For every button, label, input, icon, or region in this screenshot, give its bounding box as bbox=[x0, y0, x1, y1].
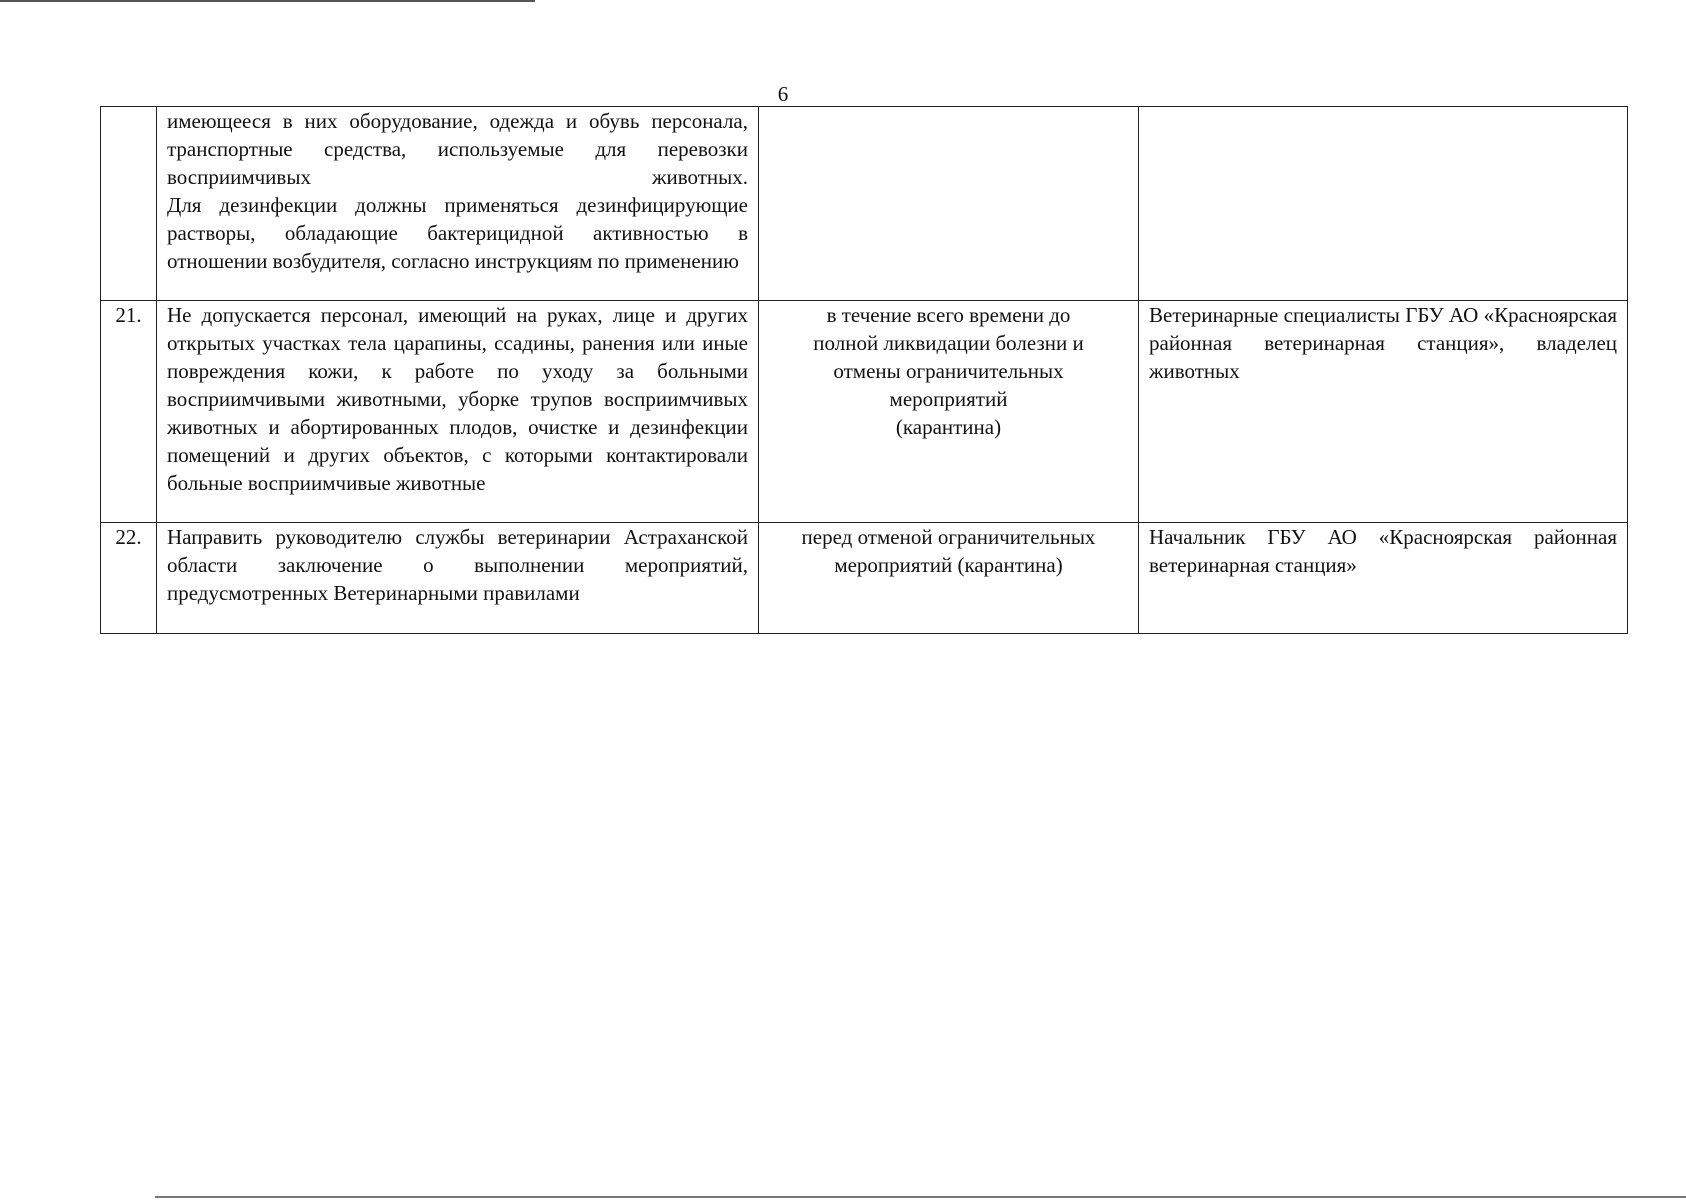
table-row bbox=[101, 301, 1628, 523]
table-row bbox=[101, 107, 1628, 301]
table-row bbox=[101, 523, 1628, 634]
term-line: (карантина) bbox=[895, 415, 1002, 439]
term-cell bbox=[759, 301, 1139, 523]
responsible-cell bbox=[1139, 301, 1628, 523]
term-line: мероприятий bbox=[889, 387, 1008, 411]
responsible-cell bbox=[1139, 107, 1628, 301]
measure-cell bbox=[157, 523, 759, 634]
measure-paragraph: имеющееся в них оборудование, одежда и обувь персонала, транспортные средства, используемые для перевозки восприимчивых животных. bbox=[167, 109, 748, 189]
scan-edge-bottom bbox=[155, 1196, 1686, 1198]
responsible-text: Ветеринарные специалисты ГБУ АО «Красноярская районная ветеринарная станция», владелец животных bbox=[1149, 303, 1617, 383]
page-number: 6 bbox=[777, 82, 789, 106]
term-line: отмены ограничительных bbox=[833, 359, 1064, 383]
scan-edge-top bbox=[0, 0, 535, 2]
measure-cell bbox=[157, 107, 759, 301]
row-number-cell bbox=[101, 107, 157, 301]
responsible-cell bbox=[1139, 523, 1628, 634]
term-line: мероприятий (карантина) bbox=[834, 553, 1063, 577]
row-number-cell: 21. bbox=[101, 301, 157, 523]
row-number-cell: 22. bbox=[101, 523, 157, 634]
measure-paragraph: Не допускается персонал, имеющий на руках, лице и других открытых участках тела царапины, ссадины, ранения или иные повреждения кожи, к работе по уходу за больными восприимчивыми животными, уборке трупов восприимчивых животных и абортированных плодов, очистке и дезинфекции помещений и других объектов, с которыми контактировали больные восприимчивые животные bbox=[167, 303, 748, 495]
measure-cell bbox=[157, 301, 759, 523]
term-line: перед отменой ограничительных bbox=[801, 525, 1096, 549]
term-cell bbox=[759, 107, 1139, 301]
responsible-text: Начальник ГБУ АО «Красноярская районная ветеринарная станция» bbox=[1149, 525, 1617, 577]
measures-table bbox=[100, 106, 1628, 634]
term-line: полной ликвидации болезни и bbox=[813, 331, 1084, 355]
measure-paragraph: Для дезинфекции должны применяться дезинфицирующие растворы, обладающие бактерицидной активностью в отношении возбудителя, согласно инструкциям по применению bbox=[167, 193, 748, 273]
term-line: в течение всего времени до bbox=[826, 303, 1071, 327]
term-cell bbox=[759, 523, 1139, 634]
measure-paragraph: Направить руководителю службы ветеринарии Астраханской области заключение о выполнении мероприятий, предусмотренных Ветеринарными правилами bbox=[167, 525, 748, 605]
